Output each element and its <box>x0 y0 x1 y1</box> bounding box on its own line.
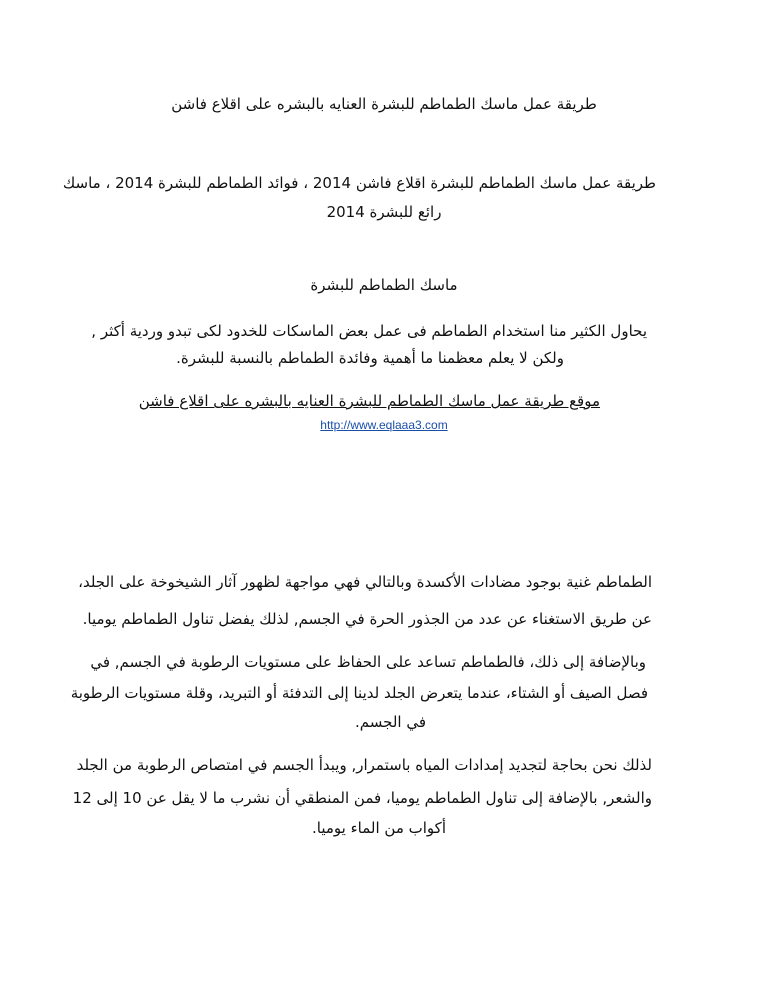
para2-line-1: الطماطم غنية بوجود مضادات الأكسدة وبالتالي فهي مواجهة لظهور آثار الشيخوخة على الجلد، <box>78 573 652 591</box>
section-heading: ماسك الطماطم للبشرة <box>310 276 458 294</box>
site-url-link[interactable]: http://www.eqlaaa3.com <box>320 418 448 432</box>
para3-line-2: فصل الصيف أو الشتاء، عندما يتعرض الجلد لدينا إلى التدفئة أو التبريد، وقلة مستويات الرطوبة <box>70 684 648 702</box>
para4-line-3: أكواب من الماء يوميا. <box>312 819 446 837</box>
para2-line-2: عن طريق الاستغناء عن عدد من الجذور الحرة في الجسم, لذلك يفضل تناول الطماطم يوميا. <box>82 610 652 628</box>
para3-line-1: وبالإضافة إلى ذلك، فالطماطم تساعد على الحفاظ على مستويات الرطوبة في الجسم, في <box>90 653 646 671</box>
intro-line-2: رائع للبشرة 2014 <box>326 203 442 221</box>
para4-line-1: لذلك نحن بحاجة لتجديد إمدادات المياه باستمرار, ويبدأ الجسم في امتصاص الرطوبة من الجلد <box>76 756 652 774</box>
para4-line-2: والشعر, بالإضافة إلى تناول الطماطم يوميا، فمن المنطقي أن نشرب ما لا يقل عن 10 إلى 12 <box>72 789 652 807</box>
site-link[interactable]: موقع طريقة عمل ماسك الطماطم للبشرة العنايه بالبشره على اقلاع فاشن <box>138 392 600 410</box>
intro-line-1: طريقة عمل ماسك الطماطم للبشرة اقلاع فاشن 2014 ، فوائد الطماطم للبشرة 2014 ، ماسك <box>62 174 656 192</box>
para1-line-2: ولكن لا يعلم معظمنا ما أهمية وفائدة الطماطم بالنسبة للبشرة. <box>176 349 564 367</box>
document-title: طريقة عمل ماسك الطماطم للبشرة العنايه بالبشره على اقلاع فاشن <box>171 95 597 113</box>
para3-line-3: في الجسم. <box>355 713 426 731</box>
para1-line-1: يحاول الكثير منا استخدام الطماطم فى عمل بعض الماسكات للخدود لكى تبدو وردية أكثر , <box>91 322 647 340</box>
